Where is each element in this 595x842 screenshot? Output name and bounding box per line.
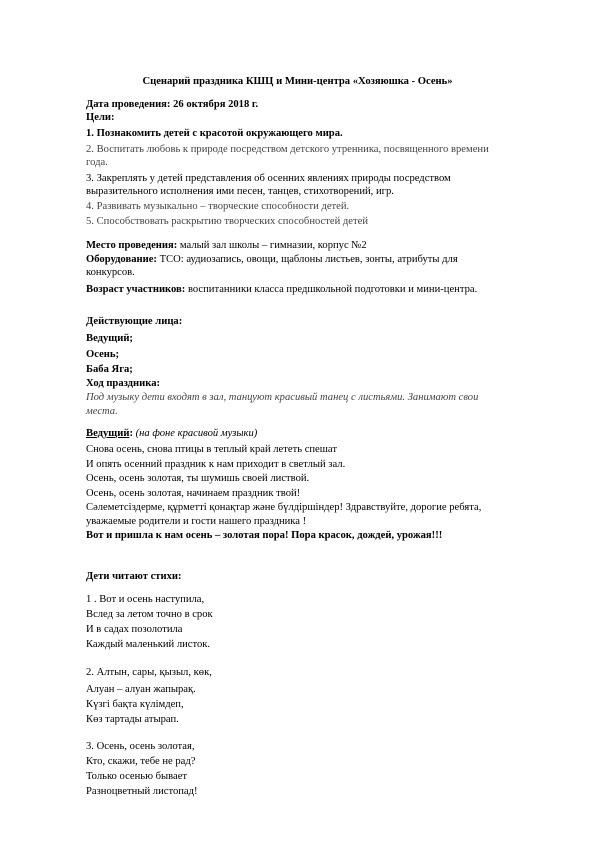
host-line: Сәлеметсіздерме, құрметті қонақтар және бүлдіршіндер! Здравствуйте, дорогие ребята, (86, 502, 482, 513)
poem-line: Көз тартады атырап. (86, 714, 179, 725)
host-line: И опять осенний праздник к нам приходит в светлый зал. (86, 459, 346, 470)
age-value: воспитанники класса предшкольной подготовки и мини-центра. (185, 284, 478, 295)
goals-label: Цели: (86, 112, 115, 123)
goal-item: 1. Познакомить детей с красотой окружающего мира. (86, 128, 343, 139)
poem-line: 2. Алтын, сары, қызыл, көк, (86, 667, 212, 678)
host-note: (на фоне красивой музыки) (132, 428, 258, 439)
equipment-continuation: конкурсов. (86, 267, 135, 278)
equipment-line (86, 253, 458, 266)
intro-text: Под музыку дети входят в зал, танцуют красивый танец с листьями. Занимают свои (86, 392, 479, 403)
host-line: Снова осень, снова птицы в теплый край лететь спешат (86, 444, 337, 455)
place-value: малый зал школы – гимназии, корпус №2 (177, 240, 367, 251)
characters-label: Действующие лица: (86, 316, 183, 327)
date-line (86, 98, 258, 111)
host-colon: : (129, 428, 133, 439)
goal-item: 4. Развивать музыкально – творческие способности детей. (86, 201, 350, 212)
host-line: Осень, осень золотая, ты шумишь своей листвой. (86, 473, 310, 484)
goal-item: 3. Закреплять у детей представления об осенних явлениях природы посредством (86, 173, 451, 184)
poem-line: Күзгі бақта күлімдеп, (86, 699, 184, 710)
kids-label: Дети читают стихи: (86, 571, 182, 582)
poem-line: 1 . Вот и осень наступила, (86, 594, 205, 605)
place-label: Место проведения: (86, 240, 178, 251)
equipment-label: Оборудование: (86, 254, 157, 265)
poem-line: Вслед за летом точно в срок (86, 609, 213, 620)
poem-line: Алуан – алуан жапырақ. (86, 684, 196, 695)
goal-item: 5. Способствовать раскрытию творческих способностей детей (86, 216, 369, 227)
equipment-value: ТСО: аудиозапись, овощи, щаблоны листьев, зонты, атрибуты для (156, 254, 458, 265)
host-heading (86, 427, 257, 440)
intro-text: места. (86, 406, 118, 417)
character-item: Баба Яга; (86, 364, 133, 375)
poem-line: 3. Осень, осень золотая, (86, 741, 195, 752)
poem-line: Кто, скажи, тебе не рад? (86, 756, 196, 767)
host-line: Осень, осень золотая, начинаем праздник твой! (86, 488, 301, 499)
age-label: Возраст участников: (86, 284, 186, 295)
poem-line: Каждый маленький листок. (86, 639, 211, 650)
host-line: уважаемые родители и гости нашего праздника ! (86, 516, 307, 527)
poem-line: Разноцветный листопад! (86, 786, 198, 797)
goal-item: выразительного исполнения ими песен, танцев, стихотворений, игр. (86, 186, 394, 197)
course-label: Ход праздника: (86, 378, 161, 389)
host-final-line: Вот и пришла к нам осень – золотая пора! Пора красок, дождей, урожая!!! (86, 530, 443, 541)
age-line (86, 283, 477, 296)
document-title: Сценарий праздника КШЦ и Мини-центра «Хозяюшка - Осень» (142, 76, 453, 87)
poem-line: Только осенью бывает (86, 771, 188, 782)
goal-item: года. (86, 157, 108, 168)
host-label: Ведущий (86, 428, 130, 439)
character-item: Ведущий; (86, 333, 133, 344)
date-label: Дата проведения: (86, 99, 171, 110)
place-line (86, 239, 367, 252)
poem-line: И в садах позолотила (86, 624, 183, 635)
goal-item: 2. Воспитать любовь к природе посредством детского утренника, посвященного времени (86, 144, 489, 155)
character-item: Осень; (86, 349, 120, 360)
date-value: 26 октября 2018 г. (170, 99, 259, 110)
